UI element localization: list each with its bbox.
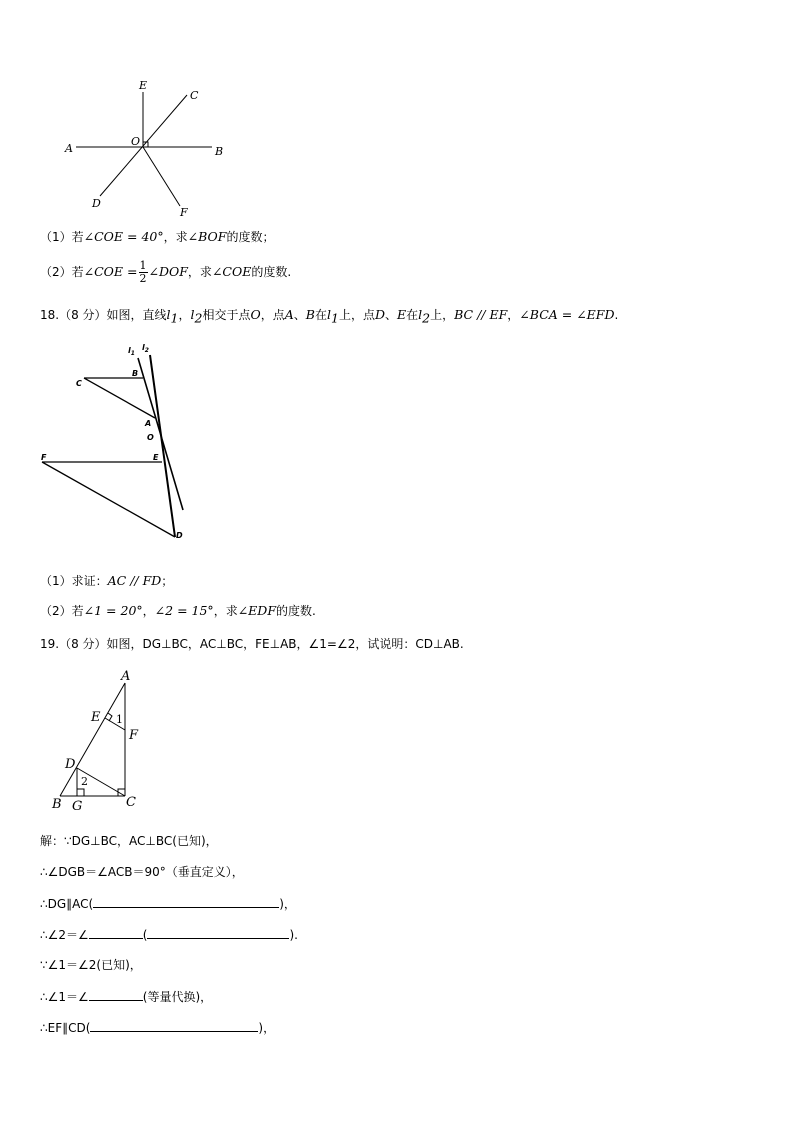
answer-blank-2[interactable] <box>89 926 143 939</box>
answer-blank-3[interactable] <box>147 926 289 939</box>
solution-l6-a: ∴∠1＝∠ <box>40 990 89 1004</box>
answer-blank-4[interactable] <box>89 988 143 1001</box>
solution-line-6 <box>40 988 212 1005</box>
q18-point-D: D <box>374 307 385 322</box>
q17-p1-mid: ，求 <box>163 230 188 244</box>
label-D: D <box>92 197 101 210</box>
q18-l1-sub: 1 <box>170 310 179 326</box>
q18-cond1: BC // EF <box>454 307 508 322</box>
q17-p1-prefix: （1）若 <box>40 230 84 244</box>
q17-p1-suffix: 的度数； <box>226 230 275 244</box>
q18-p1-prefix: （1）求证： <box>40 574 108 588</box>
q18-p1-suffix: ； <box>161 574 174 588</box>
solution-line-7 <box>40 1019 275 1036</box>
label-2: 2 <box>81 775 88 788</box>
solution-l4-a: ∴∠2＝∠ <box>40 928 89 942</box>
q18-on2: 在 <box>406 308 419 322</box>
fraction-numerator: 1 <box>139 259 147 272</box>
q17-p2-expr-right: ∠DOF <box>148 264 188 279</box>
q17-p1-expr: ∠COE = 40° <box>83 229 164 244</box>
label-A: A <box>65 142 73 155</box>
figure-q19 <box>0 0 260 820</box>
q17-p2-mid: ，求 <box>187 265 212 279</box>
q18-p2-expr2: ∠2 = 15° <box>154 603 214 618</box>
label-O: O <box>131 135 141 148</box>
label-C: C <box>190 89 199 102</box>
label-G: G <box>72 799 83 814</box>
answer-blank-5[interactable] <box>90 1019 258 1032</box>
q18-p2-suffix: 的度数. <box>276 604 316 618</box>
label-F: F <box>129 728 139 743</box>
label-l1: $l_1$ <box>128 346 135 357</box>
q18-l1: l <box>166 307 171 322</box>
label-B: B <box>132 369 139 378</box>
solution-l3-b: )， <box>279 897 296 911</box>
q18-mid1: ，点 <box>260 308 285 322</box>
label-C: C <box>126 795 136 810</box>
solution-line-5: ∵∠1＝∠2(已知)， <box>40 958 142 972</box>
q18-p2-expr1: ∠1 = 20° <box>83 603 143 618</box>
q18-comma1: 、 <box>293 308 306 322</box>
q18-point-E: E <box>397 307 407 322</box>
q17-p2-angle: ∠COE <box>211 264 252 279</box>
solution-line-2: ∴∠DGB＝∠ACB＝90°（垂直定义）， <box>40 865 244 879</box>
q18-on: 在 <box>314 308 327 322</box>
q18-p2-prefix: （2）若 <box>40 604 84 618</box>
label-A: A <box>145 419 152 428</box>
q18-p2-angle: ∠EDF <box>237 603 276 618</box>
q18-l2: l <box>190 307 195 322</box>
label-C: C <box>76 379 82 388</box>
side-AB <box>60 683 125 796</box>
q18-p1-expr: AC // FD <box>107 573 162 588</box>
answer-blank-1[interactable] <box>93 895 279 908</box>
q18-l1b-sub: 1 <box>331 310 339 326</box>
q19-stem: 19.（8 分）如图，DG⊥BC，AC⊥BC，FE⊥AB，∠1=∠2，试说明：CD⊥AB. <box>40 637 464 651</box>
solution-line-3 <box>40 895 296 912</box>
q17-p2-prefix: （2）若 <box>40 265 84 279</box>
label-E: E <box>139 79 148 92</box>
q18-comma3: ， <box>507 308 520 322</box>
q18-l1b: l <box>327 307 331 322</box>
label-B: B <box>52 797 62 812</box>
solution-l4-b: ( <box>142 928 148 942</box>
label-1: 1 <box>116 713 123 726</box>
q18-point-A: A <box>284 307 294 322</box>
label-E: E <box>91 710 101 725</box>
q18-above2: 上， <box>430 308 455 322</box>
q18-point-O: O <box>250 307 261 322</box>
solution-line-4 <box>40 926 298 943</box>
solution-line-1: 解：∵DG⊥BC，AC⊥BC(已知)， <box>40 834 218 848</box>
q18-p2-sep: ， <box>142 604 155 618</box>
label-D: D <box>65 757 76 772</box>
q18-above1: 上，点 <box>338 308 375 322</box>
solution-l6-b: (等量代换)， <box>142 990 213 1004</box>
q17-p2-suffix: 的度数. <box>251 265 292 279</box>
q18-l2-sub: 2 <box>194 310 203 326</box>
solution-l7-a: ∴EF∥CD( <box>40 1021 91 1035</box>
q18-l2b: l <box>418 307 423 322</box>
q17-p2-expr-left: ∠COE = <box>83 264 138 279</box>
label-E: E <box>153 453 159 462</box>
label-F: F <box>41 453 47 462</box>
solution-l4-c: ). <box>289 928 298 942</box>
label-F: F <box>180 206 188 219</box>
label-A: A <box>121 669 131 684</box>
q17-p1-angle: ∠BOF <box>187 229 227 244</box>
fraction-denominator: 2 <box>139 272 147 285</box>
label-D: D <box>176 531 183 540</box>
q18-p2-mid: ，求 <box>213 604 238 618</box>
q18-sep: ， <box>178 308 191 322</box>
q18-cond2: ∠BCA = ∠EFD <box>519 307 615 322</box>
label-l2: $l_2$ <box>142 343 149 354</box>
q18-stem-prefix: 18.（8 分）如图，直线 <box>40 308 167 322</box>
right-angle-mark-G <box>77 789 84 796</box>
q18-intersect: 相交于点 <box>202 308 251 322</box>
q18-l2b-sub: 2 <box>422 310 431 326</box>
q18-end: . <box>614 308 619 322</box>
solution-l7-b: )， <box>258 1021 276 1035</box>
label-B: B <box>215 145 224 158</box>
label-O: O <box>147 433 154 442</box>
q18-comma2: 、 <box>385 308 398 322</box>
solution-l3-a: ∴DG∥AC( <box>40 897 94 911</box>
q18-point-B: B <box>305 307 315 322</box>
